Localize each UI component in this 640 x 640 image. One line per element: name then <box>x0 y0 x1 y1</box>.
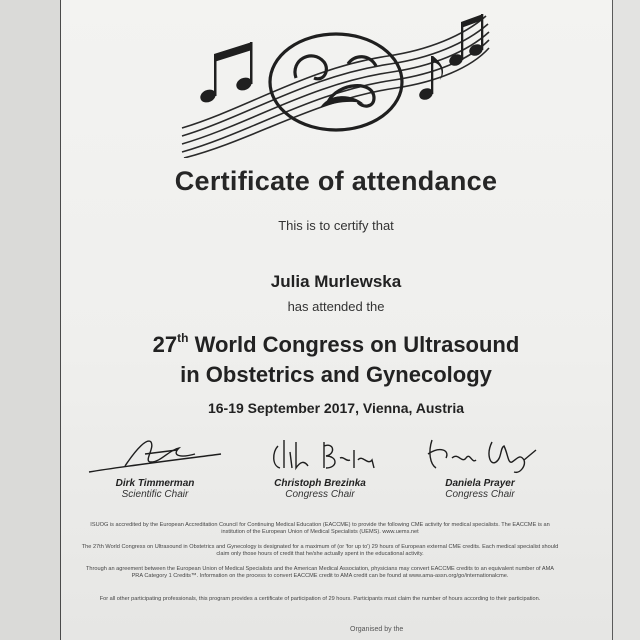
music-staff-logo <box>178 8 490 158</box>
handwritten-signature-3 <box>410 432 550 476</box>
cme-designation-note: The 27th World Congress on Ultrasound in Obstetrics and Gynecology is designated for a maximum of (or 'for up to') 29 hours of European external CME credits. Each medical specialist should claim only those hours of credit that he/she actually spent in the educational activity. <box>81 544 559 557</box>
handwritten-signature-2 <box>250 432 390 476</box>
event-title-rest: World Congress on Ultrasound <box>188 332 520 357</box>
event-title-line1 <box>60 332 612 358</box>
certificate-title: Certificate of attendance <box>174 166 498 196</box>
right-border-line <box>612 0 613 640</box>
left-margin <box>0 0 60 640</box>
ama-conversion-note: Through an agreement between the European Union of Medical Specialists and the American Medical Association, physicians may convert EACCME credits to an equivalent number of AMA PRA Category 1 Credits™. Information on the process to convert EACCME credit to AMA credit can be found at www.ama-assn.org/go/internationalcme. <box>86 566 554 579</box>
event-ordinal-suffix: th <box>177 331 189 345</box>
handwritten-signature-1 <box>85 432 225 476</box>
signature-block-scientific-chair <box>80 432 230 500</box>
signatory-role: Scientific Chair <box>121 489 189 500</box>
signature-block-congress-chair-1 <box>245 432 395 500</box>
signatory-name: Daniela Prayer <box>445 478 515 489</box>
accreditation-note: ISUOG is accredited by the European Accreditation Council for Continuing Medical Education (EACCME) to provide the following CME activity for medical specialists. The EACCME is an institution of the European Union of Medical Specialists (UEMS). www.uems.net <box>90 522 550 535</box>
right-margin <box>613 0 640 640</box>
attended-text: has attended the <box>287 299 385 314</box>
event-dates-location: 16-19 September 2017, Vienna, Austria <box>207 400 464 416</box>
signatory-name: Dirk Timmerman <box>115 478 195 489</box>
attendee-name: Julia Murlewska <box>270 272 402 291</box>
signatory-role: Congress Chair <box>445 489 515 500</box>
intro-text: This is to certify that <box>278 218 394 233</box>
signatory-role: Congress Chair <box>285 489 355 500</box>
event-title-line2: in Obstetrics and Gynecology <box>180 362 492 387</box>
signature-block-congress-chair-2 <box>405 432 555 500</box>
signatory-name: Christoph Brezinka <box>274 478 366 489</box>
left-border-line <box>60 0 61 640</box>
participation-note: For all other participating professionals, this program provides a certificate of participation of 29 hours. Participants must claim the number of hours according to their participation. <box>99 596 541 602</box>
event-ordinal-number: 27 <box>152 332 178 357</box>
organised-by-text: Organised by the <box>350 626 404 633</box>
